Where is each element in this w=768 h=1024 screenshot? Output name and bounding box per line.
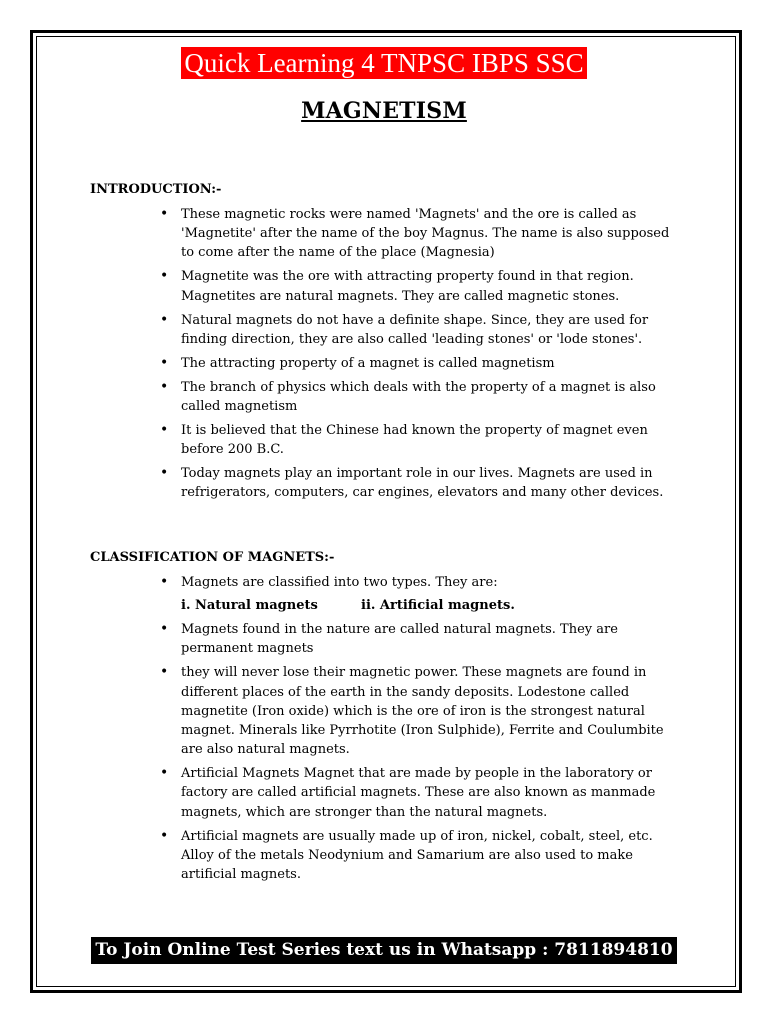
- classification-list: [160, 573, 680, 889]
- list-item: • Natural magnets do not have a definite shape. Since, they are used for finding direction, they are also called 'leading stones' or 'lode stones'.: [160, 311, 680, 349]
- type-artificial: ii. Artificial magnets.: [361, 598, 515, 614]
- list-item: • Artificial Magnets Magnet that are made by people in the laboratory or factory are called artificial magnets. These are also known as manmade magnets, which are stronger than the natural magnets.: [160, 764, 680, 822]
- list-item: • The branch of physics which deals with the property of a magnet is also called magnetism: [160, 378, 680, 416]
- list-item: • Today magnets play an important role in our lives. Magnets are used in refrigerators, computers, car engines, elevators and many other devices.: [160, 464, 680, 502]
- list-item: • It is believed that the Chinese had known the property of magnet even before 200 B.C.: [160, 421, 680, 459]
- header-banner: [0, 47, 768, 79]
- type-natural: i. Natural magnets: [181, 598, 318, 614]
- list-item: • they will never lose their magnetic power. These magnets are found in different places of the earth in the sandy deposits. Lodestone called magnetite (Iron oxide) which is the ore of iron is the strongest natural magnet. Minerals like Pyrrhotite (Iron Sulphide), Ferrite and Coulumbite are also natural magnets.: [160, 663, 680, 759]
- page-title: MAGNETISM: [301, 98, 467, 124]
- classification-heading: CLASSIFICATION OF MAGNETS:-: [90, 550, 335, 565]
- introduction-list: [160, 205, 680, 507]
- magnet-types: [181, 596, 680, 615]
- list-item: • Magnetite was the ore with attracting property found in that region. Magnetites are natural magnets. They are called magnetic stones.: [160, 267, 680, 305]
- footer-text: To Join Online Test Series text us in Whatsapp : 7811894810: [91, 937, 676, 964]
- introduction-heading: INTRODUCTION:-: [90, 182, 222, 197]
- list-item: • Artificial magnets are usually made up of iron, nickel, cobalt, steel, etc. Alloy of the metals Neodynium and Samarium are also used to make artificial magnets.: [160, 827, 680, 885]
- list-item: • The attracting property of a magnet is called magnetism: [160, 354, 680, 373]
- list-item: • These magnetic rocks were named 'Magnets' and the ore is called as 'Magnetite' after the name of the boy Magnus. The name is also supposed to come after the name of the place (Magnesia): [160, 205, 680, 263]
- list-item: [160, 573, 680, 615]
- classification-intro: • Magnets are classified into two types. They are:: [181, 575, 498, 590]
- footer-banner: [0, 937, 768, 964]
- banner-text: Quick Learning 4 TNPSC IBPS SSC: [181, 47, 586, 79]
- list-item: • Magnets found in the nature are called natural magnets. They are permanent magnets: [160, 620, 680, 658]
